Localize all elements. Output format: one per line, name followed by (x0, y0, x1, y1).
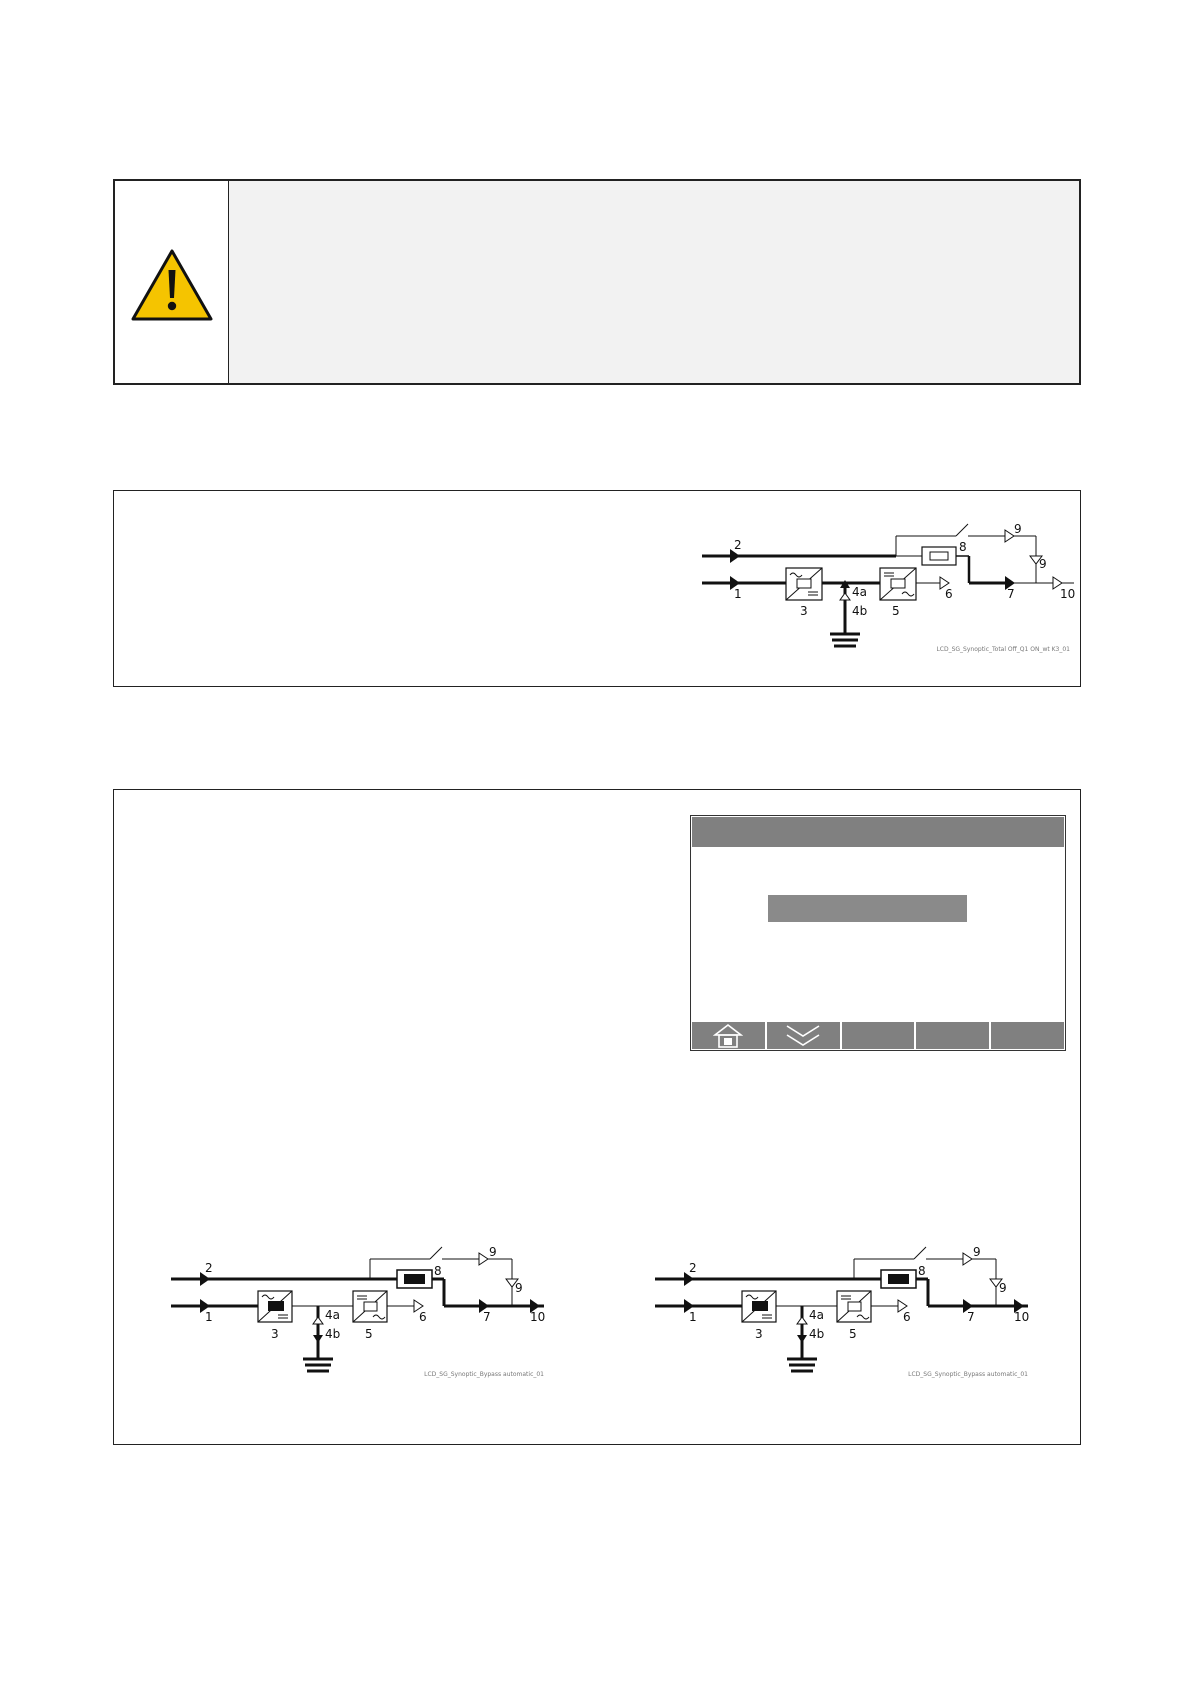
lcd-header-bar (692, 817, 1064, 847)
synoptic-diagram-total-off (694, 518, 1074, 663)
label-7: 7 (967, 1310, 975, 1324)
label-1: 1 (689, 1310, 697, 1324)
lcd-key-3[interactable] (842, 1022, 917, 1049)
lcd-footer-bar (692, 1022, 1064, 1049)
label-2: 2 (205, 1261, 213, 1275)
lcd-key-4[interactable] (916, 1022, 991, 1049)
label-4a: 4a (325, 1308, 340, 1322)
label-9-top: 9 (489, 1245, 497, 1259)
lcd-key-home[interactable] (692, 1022, 767, 1049)
diagram-caption: LCD_SG_Synoptic_Bypass automatic_01 (424, 1371, 544, 1378)
warning-triangle-icon (130, 248, 214, 322)
lcd-highlight-field (768, 895, 967, 922)
label-4b: 4b (809, 1327, 825, 1341)
label-9-right: 9 (1039, 557, 1047, 571)
diagram-caption: LCD_SG_Synoptic_Bypass automatic_01 (908, 1371, 1028, 1378)
label-3: 3 (271, 1327, 279, 1341)
label-4a: 4a (852, 585, 867, 599)
label-4b: 4b (325, 1327, 341, 1341)
label-3: 3 (800, 604, 808, 618)
label-1: 1 (734, 587, 742, 601)
label-7: 7 (483, 1310, 491, 1324)
synoptic-diagram-bypass-right (652, 1242, 1032, 1377)
diagram-caption: LCD_SG_Synoptic_Total Off_Q1 ON_wt K3_01 (936, 646, 1070, 653)
label-10: 10 (1014, 1310, 1030, 1324)
lcd-key-down[interactable] (767, 1022, 842, 1049)
warning-box (113, 179, 1081, 385)
label-4a: 4a (809, 1308, 824, 1322)
label-3: 3 (755, 1327, 763, 1341)
synoptic-diagram-bypass-left (168, 1242, 548, 1377)
label-4b: 4b (852, 604, 868, 618)
label-5: 5 (892, 604, 900, 618)
label-8: 8 (918, 1264, 926, 1278)
double-chevron-down-icon (784, 1024, 822, 1048)
label-8: 8 (434, 1264, 442, 1278)
label-5: 5 (849, 1327, 857, 1341)
warning-text-area (229, 181, 1079, 383)
lcd-key-5[interactable] (991, 1022, 1064, 1049)
label-8: 8 (959, 540, 967, 554)
label-9-right: 9 (999, 1281, 1007, 1295)
label-10: 10 (1060, 587, 1076, 601)
label-2: 2 (734, 538, 742, 552)
label-5: 5 (365, 1327, 373, 1341)
lcd-screen (690, 815, 1066, 1051)
label-6: 6 (903, 1310, 911, 1324)
label-2: 2 (689, 1261, 697, 1275)
label-1: 1 (205, 1310, 213, 1324)
label-9-right: 9 (515, 1281, 523, 1295)
label-9-top: 9 (1014, 522, 1022, 536)
label-10: 10 (530, 1310, 546, 1324)
label-9-top: 9 (973, 1245, 981, 1259)
label-7: 7 (1007, 587, 1015, 601)
label-6: 6 (419, 1310, 427, 1324)
label-6: 6 (945, 587, 953, 601)
warning-icon-cell (115, 181, 229, 383)
home-icon (713, 1023, 743, 1049)
